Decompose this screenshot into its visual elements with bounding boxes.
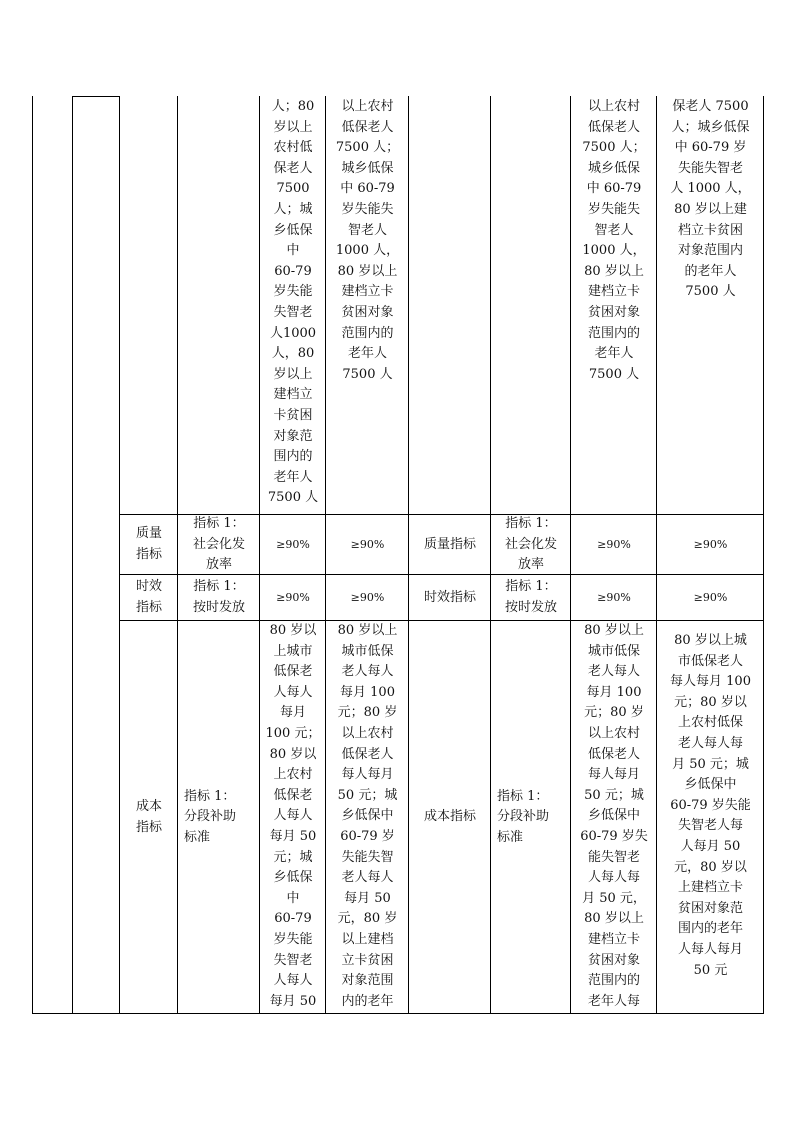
timeliness-indicator-right: 指标 1： 按时发放 [504, 579, 557, 615]
cost-indicator-right: 指标 1： 分段补助 标准 [497, 788, 550, 845]
cost-col4-text: 80 岁以上 城市低保 老人每人 每月 100 元；80 岁 以上农村 低保老人 每人每月 50 元；城 乡低保中 60-79 岁 失能失智 老人每人 每月 50 元，80 岁 以上建档 立卡贫困 对象范围 内的老年 [337, 623, 398, 1009]
quality-value-b: ≥90% [350, 537, 385, 551]
quality-value-c: ≥90% [597, 537, 631, 551]
quality-indicator-left: 指标 1： 社会化发 放率 [192, 516, 245, 573]
cont-col7-text: 以上农村 低保老人 7500 人； 城乡低保 中 60-79 岁失能失 智老人 1000 人， 80 岁以上 建档立卡 贫困对象 范围内的 老年人 7500 人 [582, 99, 646, 382]
timeliness-value-a: ≥90% [276, 590, 310, 604]
timeliness-value-d: ≥90% [693, 590, 728, 604]
cost-col7-text: 80 岁以上 城市低保 老人每人 每月 100 元；80 岁 以上农村 低保老人 每人每月 50 元；城 乡低保中 60-79 岁失 能失智老 人每人每 月 50 元， 80 岁以上 建档立卡 贫困对象 范围内的 老年人每 [580, 623, 648, 1009]
cost-col8-text: 80 岁以上城 市低保老人 每人每月 100 元；80 岁以 上农村低保 老人每人每 月 50 元；城 乡低保中 60-79 岁失能 失智老人每 人每月 50 元，80 岁以 上建档立卡 贫困对象范 围内的老年 人每人每月 50 元 [670, 633, 751, 978]
cost-indicator-left: 指标 1： 分段补助 标准 [184, 788, 237, 845]
cont-col3-text: 人；80 岁以上 农村低 保老人 7500 人；城 乡低保 中 60-79 岁失能 失智老 人1000 人，80 岁以上 建档立 卡贫困 对象范 围内的 老年人 7500 人 [267, 99, 319, 506]
cost-category-left: 成本 指标 [135, 798, 162, 835]
cost-col3-text: 80 岁以 上城市 低保老 人每人 每月 100 元； 80 岁以 上农村 低保老 人每人 每月 50 元；城 乡低保 中 60-79 岁失能 失智老 人每人 每月 50 [265, 623, 321, 1009]
timeliness-value-b: ≥90% [350, 590, 385, 604]
timeliness-category-left: 时效 指标 [135, 579, 162, 615]
quality-category-right: 质量指标 [423, 536, 476, 552]
quality-category-left: 质量 指标 [135, 526, 162, 562]
quality-value-a: ≥90% [276, 537, 310, 551]
quality-value-d: ≥90% [693, 537, 728, 551]
cont-col4-text: 以上农村 低保老人 7500 人； 城乡低保 中 60-79 岁失能失 智老人 1000 人， 80 岁以上 建档立卡 贫困对象 范围内的 老年人 7500 人 [335, 99, 400, 382]
timeliness-category-right: 时效指标 [423, 589, 476, 605]
quality-indicator-right: 指标 1： 社会化发 放率 [504, 516, 557, 573]
timeliness-indicator-left: 指标 1： 按时发放 [192, 579, 245, 615]
timeliness-value-c: ≥90% [597, 590, 631, 604]
cost-category-right: 成本指标 [423, 809, 476, 825]
cont-col8-text: 保老人 7500 人；城乡低保 中 60-79 岁 失能失智老 人 1000 人， 80 岁以上建 档立卡贫困 对象范围内 的老年人 7500 人 [670, 99, 751, 300]
